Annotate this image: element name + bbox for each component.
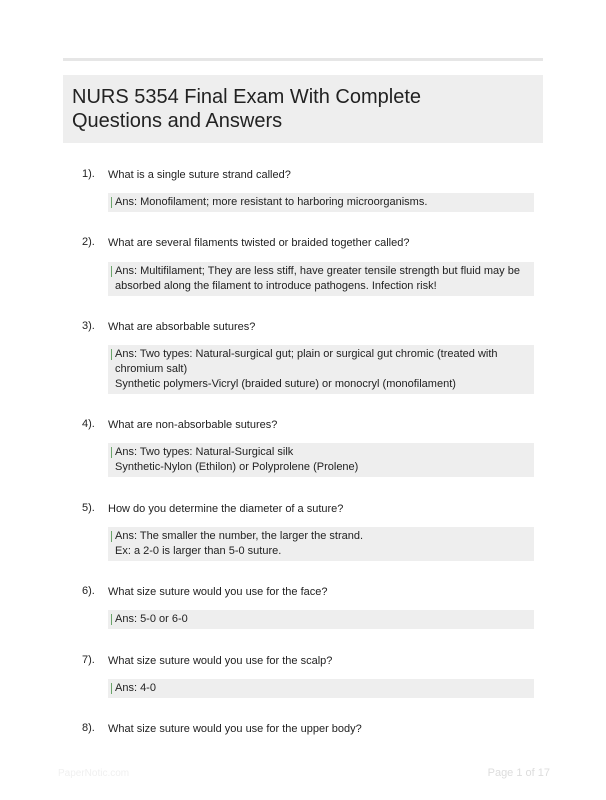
answer-marker [111, 266, 112, 277]
question-number: 7). [82, 654, 95, 666]
question-text: What size suture would you use for the upper body? [108, 723, 362, 735]
answer-line: Ans: Multifilament; They are less stiff, have greater tensile strength but fluid may be [115, 265, 520, 277]
question-number: 1). [82, 168, 95, 180]
answer-line: Ex: a 2-0 is larger than 5-0 suture. [115, 545, 282, 557]
answer-box [108, 610, 534, 629]
question-text: What size suture would you use for the face? [108, 586, 328, 598]
answer-marker [111, 614, 112, 625]
question-text: How do you determine the diameter of a suture? [108, 503, 344, 515]
answer-line: absorbed along the filament to introduce pathogens. Infection risk! [115, 280, 437, 292]
watermark-text: PaperNotic.com [58, 768, 130, 779]
answer-box [108, 443, 534, 477]
answer-line: Ans: Two types: Natural-surgical gut; plain or surgical gut chromic (treated with [115, 348, 498, 360]
question-text: What size suture would you use for the scalp? [108, 655, 333, 667]
answer-line: Ans: Two types: Natural-Surgical silk [115, 446, 294, 458]
answer-box [108, 262, 534, 296]
question-text: What are several filaments twisted or braided together called? [108, 237, 410, 249]
page-number: Page 1 of 17 [487, 767, 550, 779]
answer-line: Synthetic-Nylon (Ethilon) or Polyprolene (Prolene) [115, 461, 359, 473]
answer-line: Synthetic polymers-Vicryl (braided suture) or monocryl (monofilament) [115, 378, 456, 390]
answer-marker [111, 683, 112, 694]
question-text: What are non-absorbable sutures? [108, 419, 278, 431]
answer-box [108, 193, 534, 212]
question-number: 3). [82, 320, 95, 332]
answer-box [108, 345, 534, 394]
answer-line: Ans: The smaller the number, the larger the strand. [115, 530, 364, 542]
question-text: What is a single suture strand called? [108, 169, 291, 181]
answer-marker [111, 197, 112, 208]
answer-box [108, 679, 534, 698]
answer-line: chromium salt) [115, 363, 188, 375]
answer-marker [111, 531, 112, 542]
answer-marker [111, 447, 112, 458]
question-number: 4). [82, 418, 95, 430]
answer-line: Ans: 4-0 [115, 682, 156, 694]
question-number: 5). [82, 502, 95, 514]
page-title-line-2: Questions and Answers [72, 110, 283, 132]
answer-box [108, 527, 534, 561]
title-banner [63, 75, 543, 143]
answer-line: Ans: 5-0 or 6-0 [115, 613, 188, 625]
page-title-line-1: NURS 5354 Final Exam With Complete [72, 86, 422, 108]
answer-line: Ans: Monofilament; more resistant to harboring microorganisms. [115, 196, 428, 208]
question-text: What are absorbable sutures? [108, 321, 256, 333]
top-divider [63, 58, 543, 61]
question-number: 8). [82, 722, 95, 734]
page-title [72, 85, 534, 133]
question-number: 6). [82, 585, 95, 597]
question-number: 2). [82, 236, 95, 248]
answer-marker [111, 349, 112, 360]
